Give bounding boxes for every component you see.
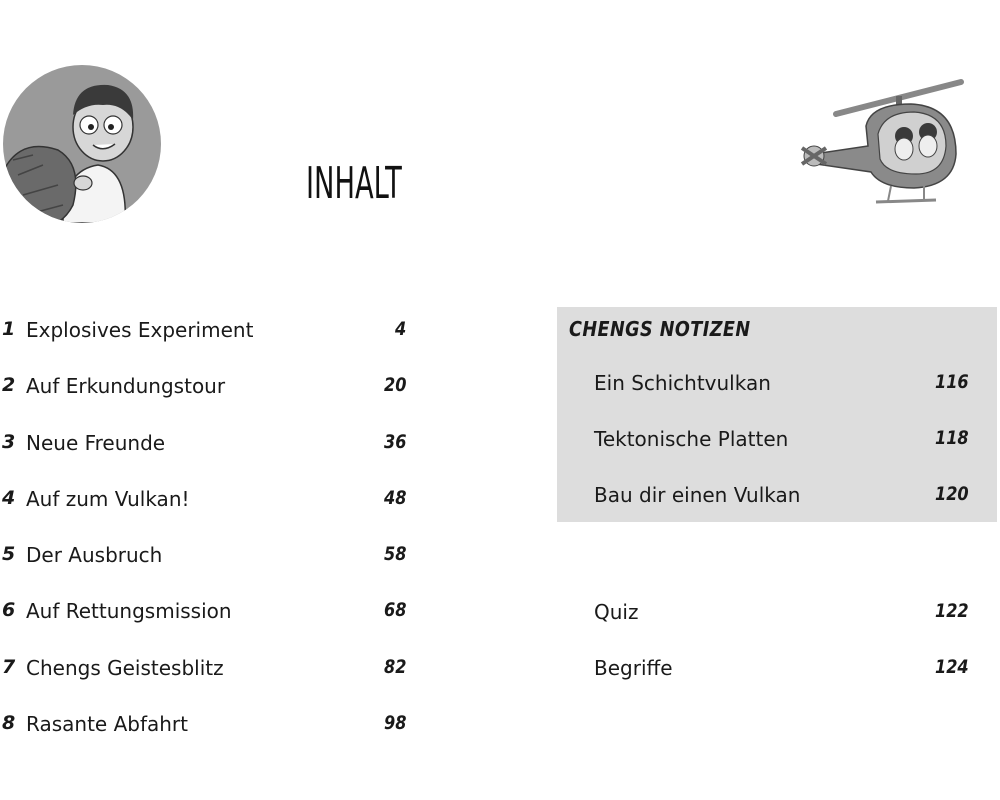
notes-title: Ein Schichtvulkan: [594, 371, 771, 395]
chapter-page: 82: [383, 655, 406, 678]
chapter-number: 8: [2, 712, 16, 735]
chapter-title: Neue Freunde: [26, 430, 166, 455]
chapter-list: [0, 304, 410, 754]
notes-page: 120: [935, 483, 969, 505]
chapter-number: 1: [2, 318, 16, 340]
chapter-page: 68: [383, 599, 406, 622]
extras-row-quiz[interactable]: [557, 586, 969, 642]
chapter-title: Chengs Geistesblitz: [26, 655, 224, 680]
chapter-row-2[interactable]: [0, 360, 410, 416]
chapter-title: Auf Erkundungstour: [26, 374, 226, 399]
notes-title: Bau dir einen Vulkan: [594, 483, 801, 507]
chapter-title: Explosives Experiment: [26, 318, 254, 342]
chapter-number: 5: [2, 543, 16, 566]
chapter-row-4[interactable]: [0, 473, 410, 529]
notes-title: Tektonische Platten: [594, 427, 789, 451]
notes-panel: [557, 307, 997, 522]
extras-title: Begriffe: [594, 656, 673, 681]
chapter-title: Rasante Abfahrt: [26, 712, 188, 737]
chapter-page: 20: [383, 374, 406, 397]
chapter-number: 4: [2, 486, 16, 509]
chapter-number: 6: [2, 599, 16, 622]
chapter-row-8[interactable]: [0, 698, 410, 754]
notes-heading: CHENGS NOTIZEN: [569, 317, 751, 341]
extras-row-begriffe[interactable]: [557, 642, 969, 698]
helicopter-illustration: [796, 74, 966, 214]
chapter-page: 48: [383, 486, 406, 509]
notes-page: 116: [935, 371, 969, 393]
chapter-row-7[interactable]: [0, 642, 410, 698]
extras-list: [557, 586, 969, 699]
chapter-row-6[interactable]: [0, 585, 410, 641]
notes-row-2[interactable]: [557, 413, 969, 469]
chapter-number: 7: [2, 655, 16, 678]
chapter-page: 36: [383, 430, 406, 453]
notes-page: 118: [935, 427, 969, 449]
chapter-number: 2: [2, 374, 16, 397]
notes-row-1[interactable]: [557, 357, 969, 413]
chapter-row-3[interactable]: [0, 417, 410, 473]
chapter-number: 3: [2, 430, 16, 453]
chapter-title: Der Ausbruch: [26, 543, 163, 568]
notes-row-3[interactable]: [557, 469, 969, 525]
extras-page: 122: [935, 600, 969, 622]
page-title: INHALT: [306, 158, 402, 209]
chapter-row-5[interactable]: [0, 529, 410, 585]
chapter-row-1[interactable]: [0, 304, 410, 360]
chapter-page: 58: [383, 543, 406, 566]
boy-illustration: [3, 65, 161, 223]
extras-title: Quiz: [594, 600, 639, 624]
extras-page: 124: [935, 656, 969, 679]
chapter-page: 4: [394, 318, 406, 340]
chapter-page: 98: [383, 712, 406, 735]
chapter-title: Auf Rettungsmission: [26, 599, 232, 624]
chapter-title: Auf zum Vulkan!: [26, 486, 190, 511]
